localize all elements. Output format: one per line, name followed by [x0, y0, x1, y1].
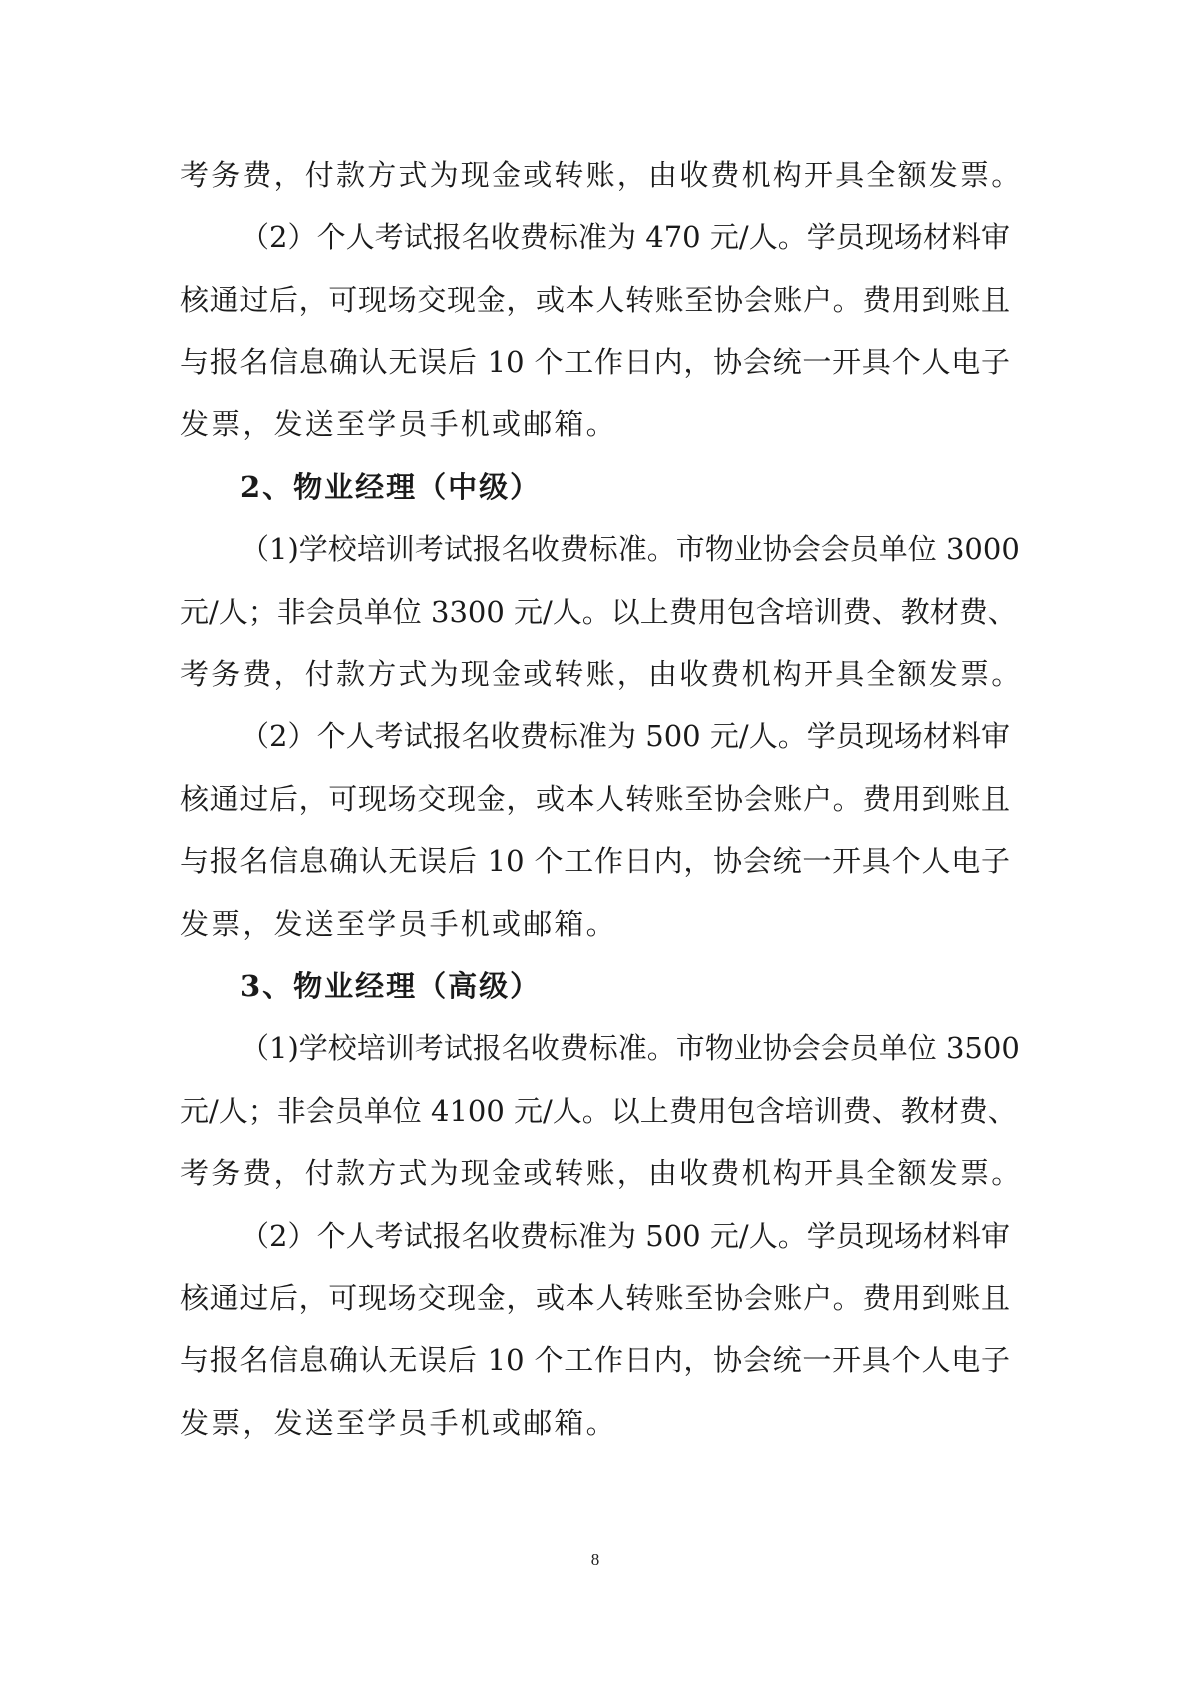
text-line: 发票，发送至学员手机或邮箱。 [180, 407, 617, 441]
text-line: 发票，发送至学员手机或邮箱。 [180, 907, 617, 941]
text-line: （1)学校培训考试报名收费标准。市物业协会会员单位 3000 [240, 532, 1020, 566]
text-line: 与报名信息确认无误后 10 个工作日内，协会统一开具个人电子 [180, 844, 1010, 878]
text-line: （1)学校培训考试报名收费标准。市物业协会会员单位 3500 [240, 1031, 1020, 1065]
text-line: 核通过后，可现场交现金，或本人转账至协会账户。费用到账且 [180, 782, 1010, 816]
text-line: （2）个人考试报名收费标准为 500 元/人。学员现场材料审 [240, 1219, 1010, 1253]
text-line: 核通过后，可现场交现金，或本人转账至协会账户。费用到账且 [180, 1281, 1010, 1315]
section-heading: 3、物业经理（高级） [240, 969, 542, 1003]
text-line: 考务费，付款方式为现金或转账，由收费机构开具全额发票。 [180, 158, 1023, 192]
text-line: 与报名信息确认无误后 10 个工作日内，协会统一开具个人电子 [180, 1343, 1010, 1377]
text-line: 考务费，付款方式为现金或转账，由收费机构开具全额发票。 [180, 657, 1023, 691]
text-line: （2）个人考试报名收费标准为 500 元/人。学员现场材料审 [240, 719, 1010, 753]
text-line: 考务费，付款方式为现金或转账，由收费机构开具全额发票。 [180, 1156, 1023, 1190]
text-line: 核通过后，可现场交现金，或本人转账至协会账户。费用到账且 [180, 283, 1010, 317]
text-line: 发票，发送至学员手机或邮箱。 [180, 1406, 617, 1440]
section-heading: 2、物业经理（中级） [240, 470, 542, 504]
text-line: 与报名信息确认无误后 10 个工作日内，协会统一开具个人电子 [180, 345, 1010, 379]
page-number: 8 [590, 1550, 600, 1569]
text-line: （2）个人考试报名收费标准为 470 元/人。学员现场材料审 [240, 220, 1010, 254]
text-line: 元/人；非会员单位 4100 元/人。以上费用包含培训费、教材费、 [180, 1094, 1017, 1128]
text-line: 元/人；非会员单位 3300 元/人。以上费用包含培训费、教材费、 [180, 595, 1017, 629]
